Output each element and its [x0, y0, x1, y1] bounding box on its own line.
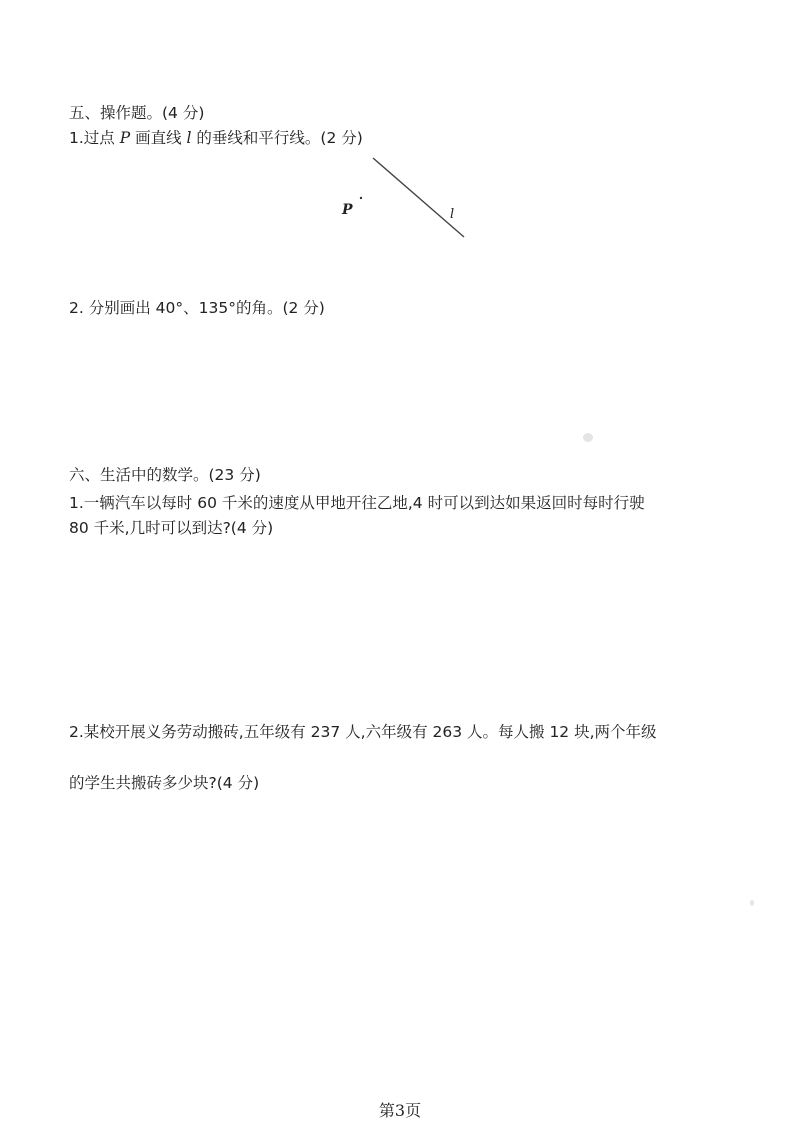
question-5-1-prefix: 1.过点	[69, 129, 120, 147]
line-l-label: l	[450, 207, 455, 222]
page-number: 第3页	[378, 1101, 422, 1120]
geometry-figure	[330, 150, 480, 245]
point-p	[360, 197, 362, 199]
scan-speck	[750, 900, 754, 906]
question-5-2: 2. 分别画出 40°、135°的角。(2 分)	[69, 299, 325, 317]
question-6-2-line-2: 的学生共搬砖多少块?(4 分)	[69, 774, 260, 792]
point-p-ref: P	[119, 129, 131, 147]
question-6-2-line-1: 2.某校开展义务劳动搬砖,五年级有 237 人,六年级有 263 人。每人搬 12 块,两个年级	[69, 723, 657, 741]
line-l	[373, 158, 464, 237]
question-5-1-suffix: 的垂线和平行线。(2 分)	[191, 129, 363, 147]
scan-speck	[583, 433, 593, 442]
question-6-1-line-2: 80 千米,几时可以到达?(4 分)	[69, 519, 274, 537]
question-5-1-mid: 画直线	[130, 129, 187, 147]
line-l-ref: l	[186, 129, 192, 147]
question-5-1	[69, 128, 363, 148]
question-6-1-line-1: 1.一辆汽车以每时 60 千米的速度从甲地开往乙地,4 时可以到达如果返回时每时行驶	[69, 494, 645, 512]
point-p-label: P	[342, 202, 353, 218]
section-5-title: 五、操作题。(4 分)	[69, 104, 205, 122]
geometry-figure-svg	[330, 150, 480, 245]
section-6-title: 六、生活中的数学。(23 分)	[69, 466, 261, 484]
